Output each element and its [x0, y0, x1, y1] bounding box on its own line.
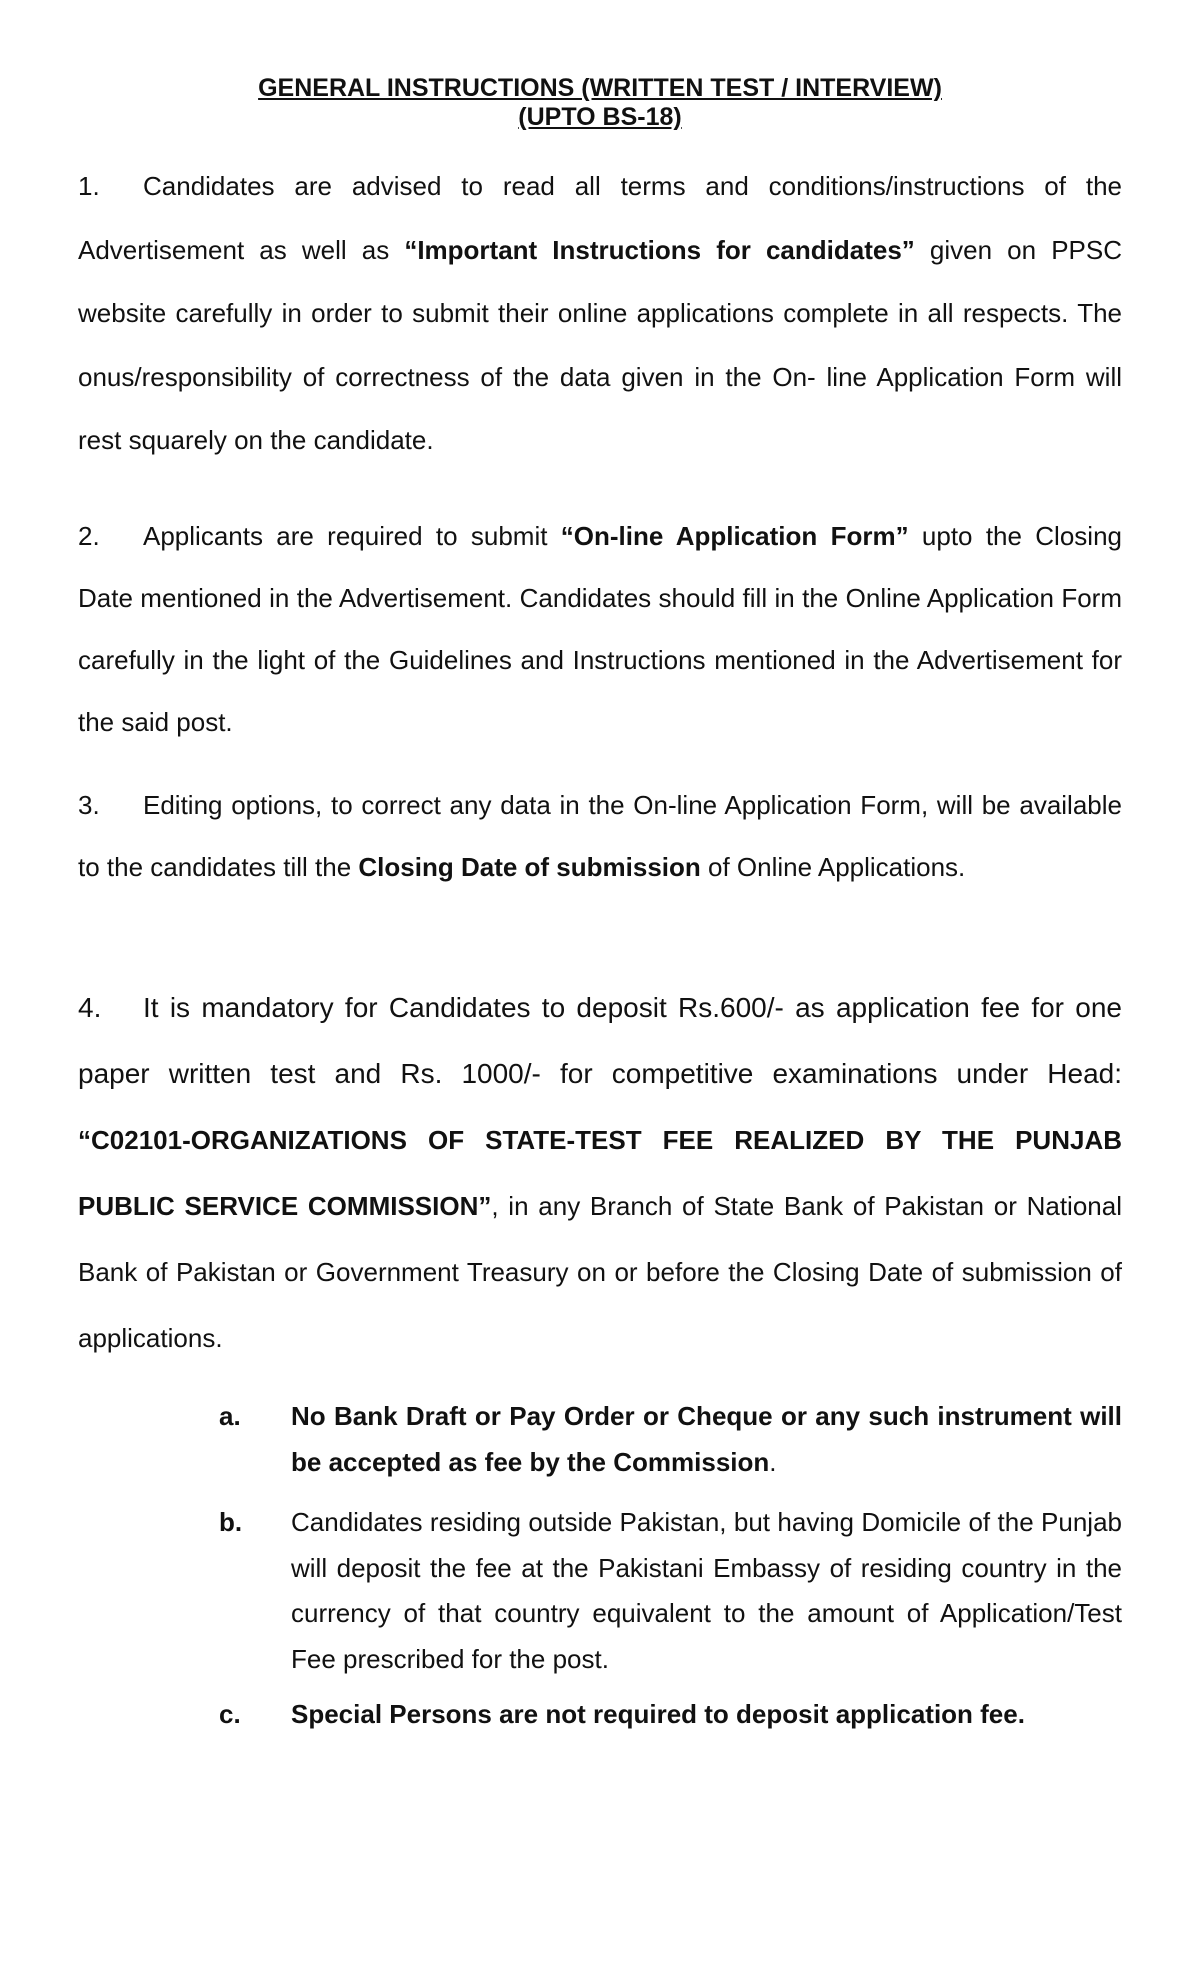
instruction-text: It is mandatory for Candidates to deposit Rs.600/- as application fee for one paper written test and Rs. 1000/- for competitive examinations under Head: — [78, 992, 1122, 1089]
sub-instruction-letter: c. — [219, 1699, 241, 1729]
instruction-bold-text: Closing Date of submission — [358, 852, 701, 882]
sub-instruction-letter: b. — [219, 1507, 243, 1537]
instruction-text: Applicants are required to submit — [143, 521, 561, 551]
sub-instruction-letter: a. — [219, 1401, 241, 1431]
instruction-number: 1. — [78, 171, 100, 201]
instruction-number: 4. — [78, 992, 102, 1023]
instruction-bold-text: “Important Instructions for candidates” — [404, 234, 915, 265]
sub-instruction-c — [219, 1692, 1122, 1738]
sub-instruction-bold-text: No Bank Draft or Pay Order or Cheque or any such instrument will be accepted as fee by the Commission — [291, 1401, 1122, 1477]
instruction-text: of Online Applications. — [700, 852, 966, 882]
sub-instruction-text: Candidates residing outside Pakistan, but having Domicile of the Punjab will deposit the fee at the Pakistani Embassy of residing country in the currency of that country equivalent to the amount of Application/Test Fee prescribed for the post. — [291, 1507, 1122, 1674]
instruction-3 — [78, 774, 1122, 898]
instruction-4 — [78, 975, 1122, 1371]
sub-instruction-bold-text: Special Persons are not required to deposit application fee. — [291, 1699, 1025, 1729]
sub-instruction-b — [219, 1500, 1122, 1682]
instruction-text: Candidates are advised to read all terms and conditions/instructions of the Advertisement as well as — [78, 171, 1122, 265]
instruction-number: 3. — [78, 790, 100, 820]
instruction-text: given on PPSC website carefully in order to submit their online applications complete in all respects. The onus/responsibility of correctness of the data given in the On- line Application Form will rest squarely on the candidate. — [78, 234, 1122, 455]
instruction-text: Editing options, to correct any data in the On-line Application Form, will be available to the candidates till the — [78, 790, 1122, 882]
instruction-text: , in any Branch of State Bank of Pakistan or National Bank of Pakistan or Government Treasury on or before the Closing Date of submission of applications. — [78, 1191, 1122, 1353]
instruction-2 — [78, 505, 1122, 753]
instruction-bold-text: “On-line Application Form” — [560, 521, 909, 551]
sub-instruction-a — [219, 1394, 1122, 1485]
instruction-1 — [78, 155, 1122, 473]
document-title: GENERAL INSTRUCTIONS (WRITTEN TEST / INTERVIEW) — [258, 74, 942, 102]
sub-instruction-text: . — [769, 1446, 777, 1477]
instruction-bold-text: “C02101-ORGANIZATIONS OF STATE-TEST FEE REALIZED BY THE PUNJAB PUBLIC SERVICE COMMISSION” — [78, 1125, 1122, 1221]
instruction-text: upto the Closing Date mentioned in the Advertisement. Candidates should fill in the Online Application Form carefully in the light of the Guidelines and Instructions mentioned in the Advertisement for the said post. — [78, 521, 1122, 737]
instruction-number: 2. — [78, 521, 100, 551]
document-subtitle: (UPTO BS-18) — [518, 103, 682, 131]
